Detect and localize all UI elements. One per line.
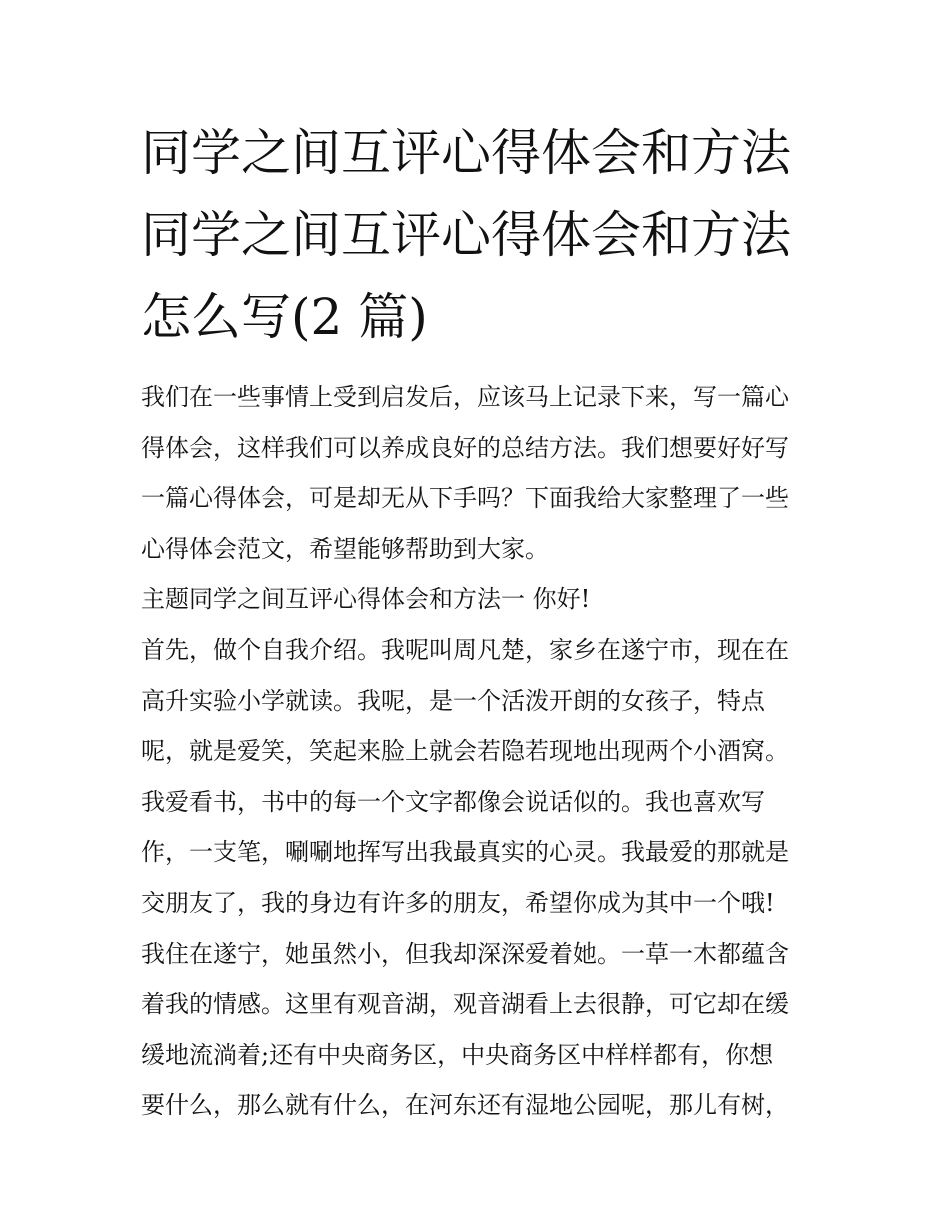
section-heading-line: 主题同学之间互评心得体会和方法一 你好! <box>141 585 591 614</box>
body-line: 我们在一些事情上受到启发后，应该马上记录下来，写一篇心 <box>141 383 789 411</box>
body-line: 缓地流淌着;还有中央商务区，中央商务区中样样都有，你想 <box>141 1040 774 1069</box>
body-line: 交朋友了，我的身边有许多的朋友，希望你成为其中一个哦! <box>141 888 775 917</box>
title-line-2: 同学之间互评心得体会和方法 <box>141 206 791 264</box>
body-line: 高升实验小学就读。我呢，是一个活泼开朗的女孩子，特点 <box>141 686 765 715</box>
body-line: 得体会，这样我们可以养成良好的总结方法。我们想要好好写 <box>141 433 789 462</box>
body-line: 着我的情感。这里有观音湖，观音湖看上去很静，可它却在缓 <box>141 990 789 1019</box>
body-line: 我爱看书，书中的每一个文字都像会说话似的。我也喜欢写 <box>141 787 765 816</box>
body-line: 心得体会范文，希望能够帮助到大家。 <box>141 534 549 563</box>
document-title <box>141 112 821 358</box>
body-line: 作，一支笔，唰唰地挥写出我最真实的心灵。我最爱的那就是 <box>141 838 789 867</box>
body-line: 呢，就是爱笑，笑起来脸上就会若隐若现地出现两个小酒窝。 <box>141 737 789 766</box>
body-line: 首先，做个自我介绍。我呢叫周凡楚，家乡在遂宁市，现在在 <box>141 635 789 664</box>
body-line: 一篇心得体会，可是却无从下手吗？下面我给大家整理了一些 <box>141 484 789 513</box>
title-line-3: 怎么写(2 篇) <box>141 288 428 346</box>
document-content <box>141 112 821 1131</box>
body-line: 我住在遂宁，她虽然小，但我却深深爱着她。一草一木都蕴含 <box>141 939 789 968</box>
document-body <box>141 372 821 1131</box>
title-line-1: 同学之间互评心得体会和方法 <box>141 124 791 182</box>
body-line: 要什么，那么就有什么，在河东还有湿地公园呢，那儿有树， <box>141 1091 789 1120</box>
